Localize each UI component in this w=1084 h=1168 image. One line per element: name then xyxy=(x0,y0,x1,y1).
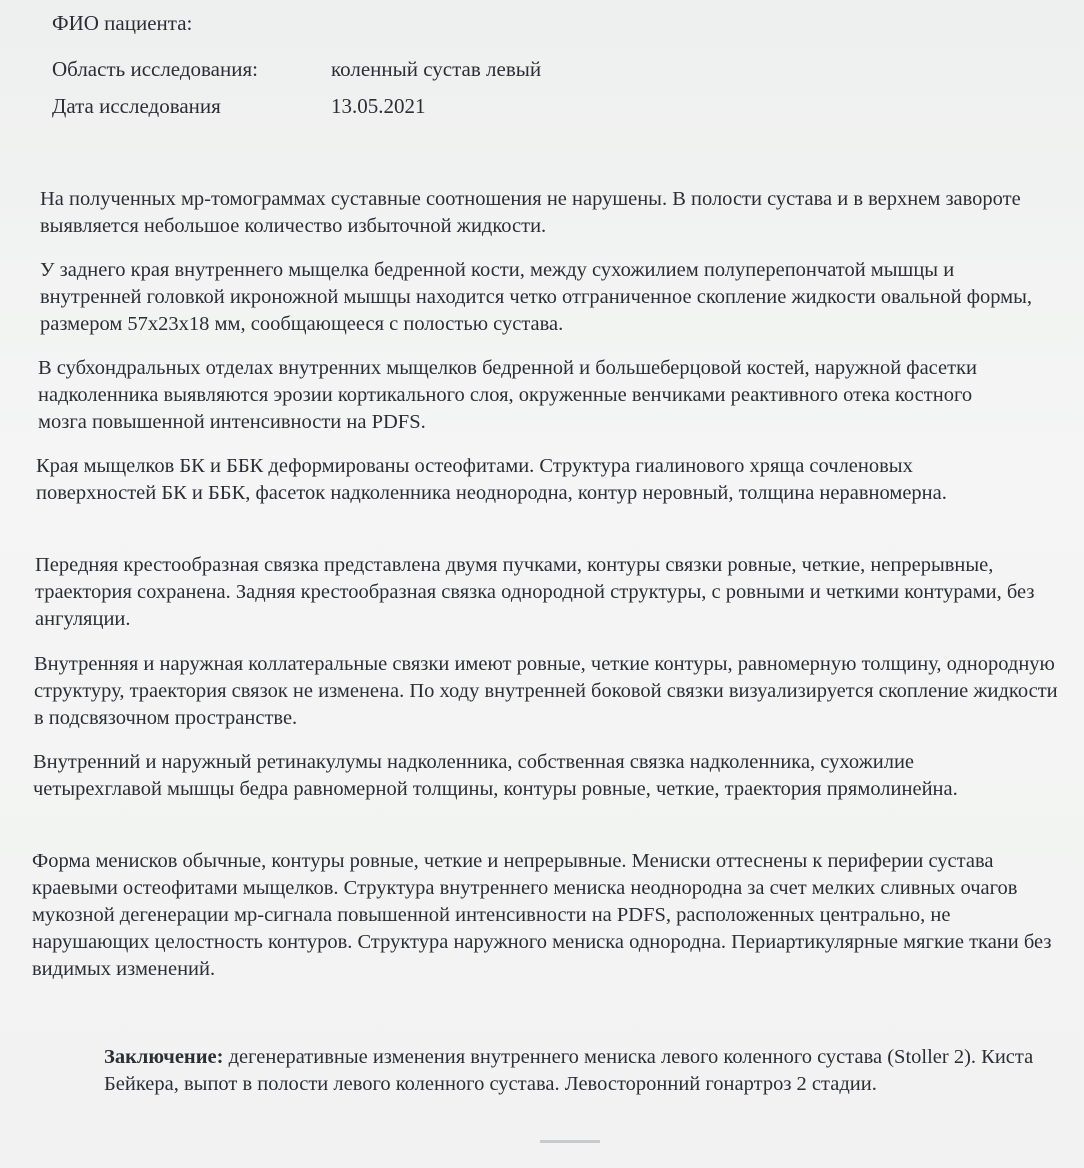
study-date-row xyxy=(52,93,652,119)
findings-paragraph-4: Края мыщелков БК и ББК деформированы остеофитами. Структура гиалинового хряща сочленовых поверхностей БК и ББК, фасеток надколенника неоднородна, контур неровный, толщина неравномерна. xyxy=(36,455,947,504)
study-area-label: Область исследования: xyxy=(52,57,258,81)
conclusion-block xyxy=(104,1044,1064,1098)
findings-paragraph-6: Внутренняя и наружная коллатеральные связки имеют ровные, четкие контуры, равномерную толщину, однородную структуру, траектория связок не изменена. По ходу внутренней боковой связки визуализируется скопление жидкости в подсвязочном пространстве. xyxy=(34,653,1058,729)
patient-name-row xyxy=(52,10,652,36)
study-area-row xyxy=(52,56,652,82)
patient-name-label: ФИО пациента: xyxy=(52,11,193,35)
findings-paragraph-7: Внутренний и наружный ретинакулумы надколенника, собственная связка надколенника, сухожилие четырехглавой мышцы бедра равномерной толщины, контуры ровные, четкие, траектория прямолинейна. xyxy=(33,751,958,800)
conclusion-label: Заключение: xyxy=(104,1046,224,1068)
conclusion-text: дегенеративные изменения внутреннего мениска левого коленного сустава (Stoller 2). Киста Бейкера, выпот в полости левого коленного сустава. Левосторонний гонартроз 2 стадии. xyxy=(104,1046,1034,1095)
findings-paragraph-1: На полученных мр-томограммах суставные соотношения не нарушены. В полости сустава и в верхнем завороте выявляется небольшое количество избыточной жидкости. xyxy=(40,188,1021,237)
findings-paragraph-5: Передняя крестообразная связка представлена двумя пучками, контуры связки ровные, четкие, непрерывные, траектория сохранена. Задняя крестообразная связка однородной структуры, с ровными и четкими контурами, без ангуляции. xyxy=(35,554,1035,630)
scan-mark xyxy=(540,1140,600,1143)
findings-paragraph-3: В субхондральных отделах внутренних мыщелков бедренной и большеберцовой костей, наружной фасетки надколенника выявляются эрозии кортикального слоя, окруженные венчиками реактивного отека костного мозга повышенной интенсивности на PDFS. xyxy=(38,357,978,433)
study-area-value: коленный сустав левый xyxy=(331,57,542,81)
study-date-label: Дата исследования xyxy=(52,94,221,118)
study-date-value: 13.05.2021 xyxy=(331,94,426,118)
findings-paragraph-2: У заднего края внутреннего мыщелка бедренной кости, между сухожилием полуперепончатой мышцы и внутренней головкой икроножной мышцы находится четко отграниченное скопление жидкости овальной формы, размером 57х23х18 мм, сообщающееся с полостью сустава. xyxy=(40,259,1033,335)
findings-paragraph-8: Форма менисков обычные, контуры ровные, четкие и непрерывные. Мениски оттеснены к периферии сустава краевыми остеофитами мыщелков. Структура внутреннего мениска неоднородна за счет мелких сливных очагов мукозной дегенерации мр-сигнала повышенной интенсивности на PDFS, расположенных центрально, не нарушающих целостность контуров. Структура наружного мениска однородна. Периартикулярные мягкие ткани без видимых изменений. xyxy=(32,850,1052,980)
